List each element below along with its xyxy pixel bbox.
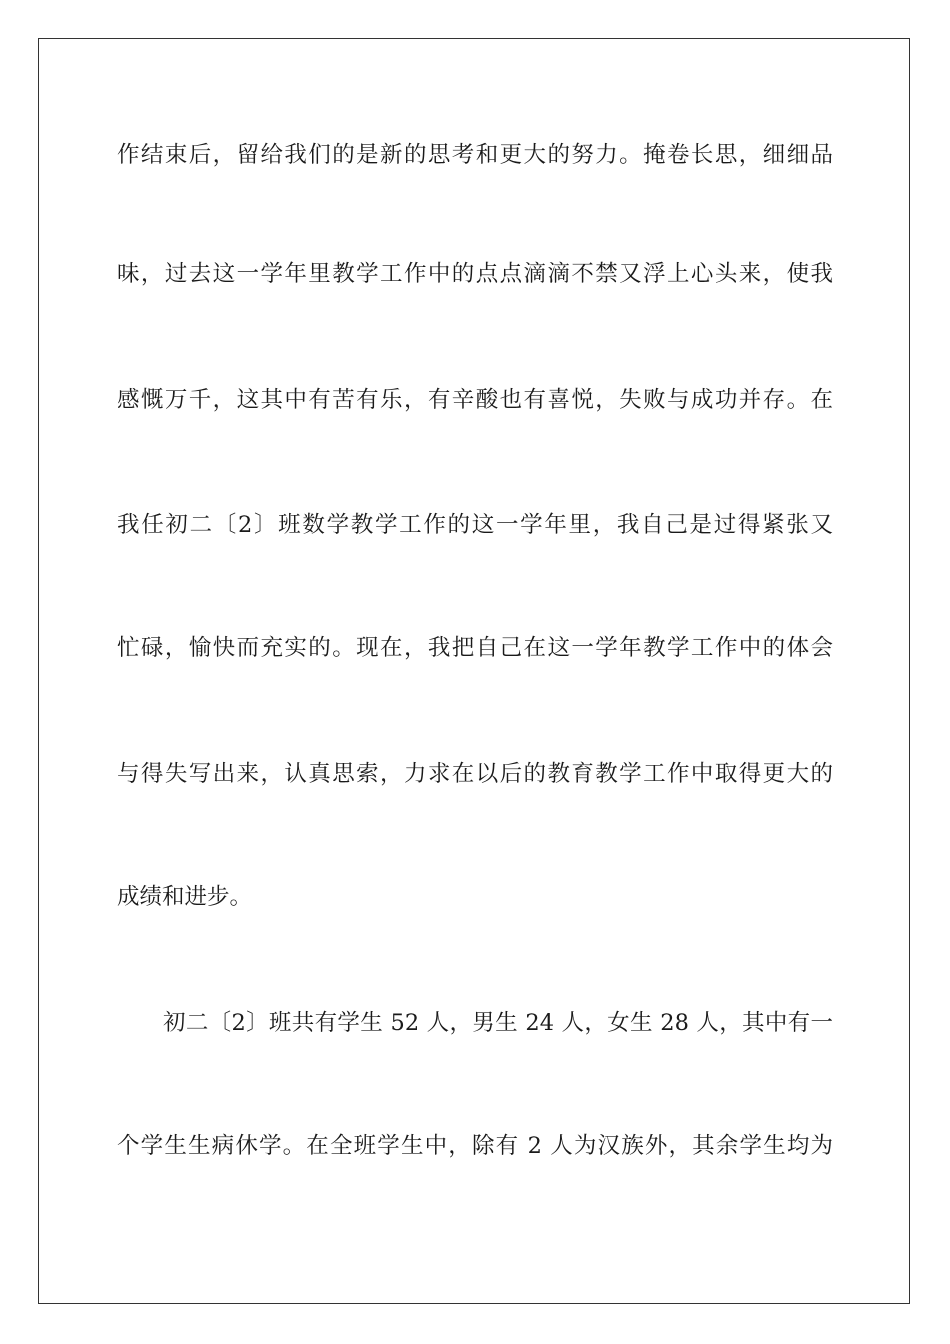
paragraph-line-2: 味，过去这一学年里教学工作中的点点滴滴不禁又浮上心头来，使我	[117, 261, 833, 287]
paragraph-line-3: 感慨万千，这其中有苦有乐，有辛酸也有喜悦，失败与成功并存。在	[117, 387, 833, 413]
page-border	[38, 38, 910, 1304]
paragraph-line-8: 初二〔2〕班共有学生 52 人，男生 24 人，女生 28 人，其中有一	[163, 1010, 833, 1036]
paragraph-line-4: 我任初二〔2〕班数学教学工作的这一学年里，我自己是过得紧张又	[117, 512, 833, 538]
paragraph-line-1: 作结束后，留给我们的是新的思考和更大的努力。掩卷长思，细细品	[117, 142, 833, 168]
paragraph-line-5: 忙碌，愉快而充实的。现在，我把自己在这一学年教学工作中的体会	[117, 635, 833, 661]
paragraph-line-6: 与得失写出来，认真思索，力求在以后的教育教学工作中取得更大的	[117, 761, 833, 787]
paragraph-line-9: 个学生生病休学。在全班学生中，除有 2 人为汉族外，其余学生均为	[117, 1133, 833, 1159]
paragraph-line-7: 成绩和进步。	[117, 884, 253, 910]
